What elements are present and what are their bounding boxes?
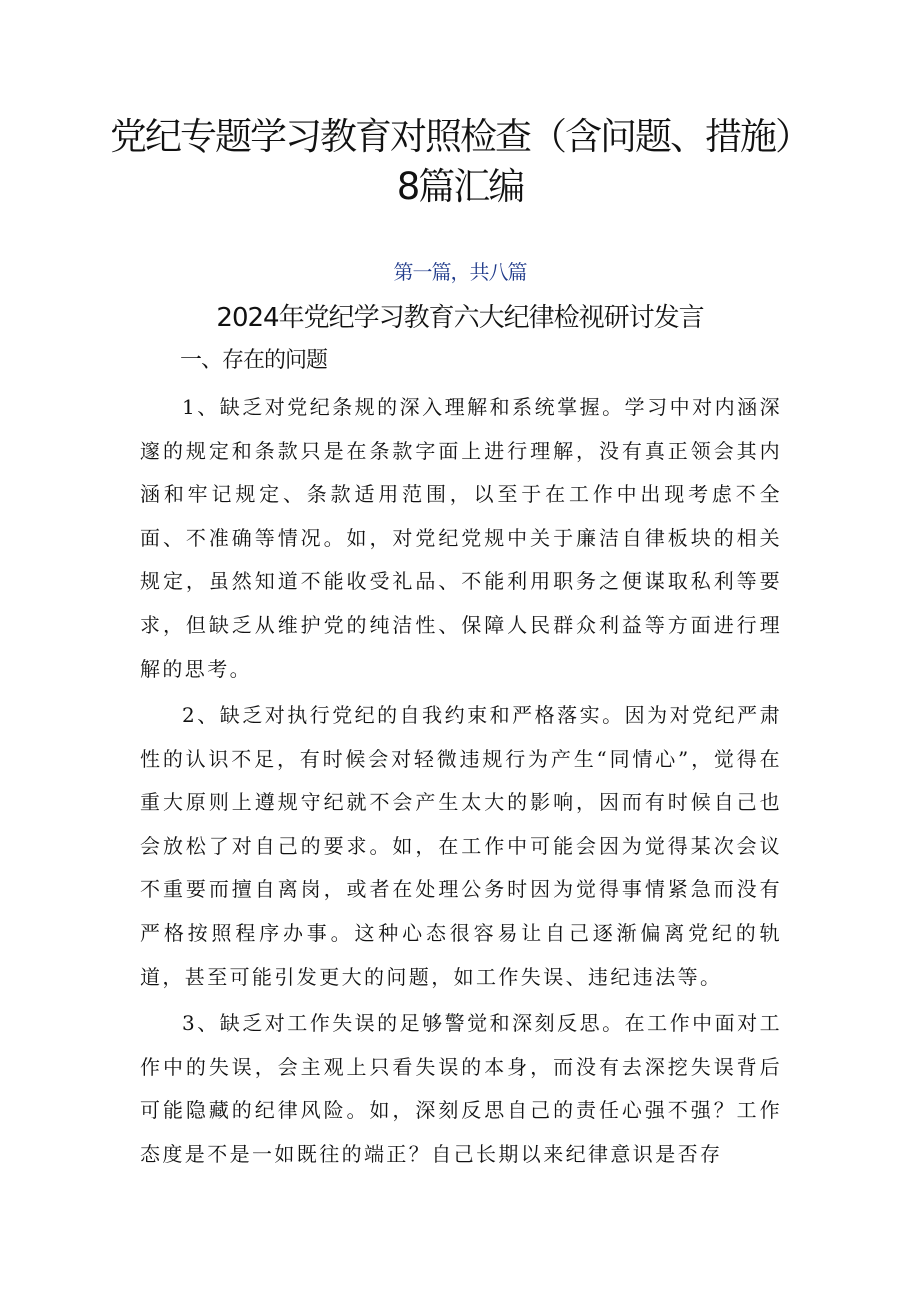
- section-label: 第一篇，共八篇: [393, 260, 527, 284]
- document-title: 党纪专题学习教育对照检查（含问题、措施）8篇汇编: [110, 115, 810, 208]
- section-heading: 一、存在的问题: [180, 348, 328, 373]
- body-paragraph-2: 2、缺乏对执行党纪的自我约束和严格落实。因为对党纪严肃性的认识不足，有时候会对轻微违规行为产生“同情心”，觉得在重大原则上遵规守纪就不会产生太大的影响，因而有时候自己也会放松了对自己的要求。如，在工作中可能会因为觉得某次会议不重要而擅自离岗，或者在处理公务时因为觉得事情紧急而没有严格按照程序办事。这种心态很容易让自己逐渐偏离党纪的轨道，甚至可能引发更大的问题，如工作失误、违纪违法等。: [140, 703, 782, 989]
- body-paragraph-3: 3、缺乏对工作失误的足够警觉和深刻反思。在工作中面对工作中的失误，会主观上只看失误的本身，而没有去深挖失误背后可能隐藏的纪律风险。如，深刻反思自己的责任心强不强？工作态度是不是一如既往的端正？自己长期以来纪律意识是否存: [140, 1011, 782, 1166]
- speech-title: 2024年党纪学习教育六大纪律检视研讨发言: [216, 303, 704, 333]
- body-paragraph-1: 1、缺乏对党纪条规的深入理解和系统掌握。学习中对内涵深邃的规定和条款只是在条款字面上进行理解，没有真正领会其内涵和牢记规定、条款适用范围，以至于在工作中出现考虑不全面、不准确等情况。如，对党纪党规中关于廉洁自律板块的相关规定，虽然知道不能收受礼品、不能利用职务之便谋取私利等要求，但缺乏从维护党的纯洁性、保障人民群众利益等方面进行理解的思考。: [140, 395, 782, 681]
